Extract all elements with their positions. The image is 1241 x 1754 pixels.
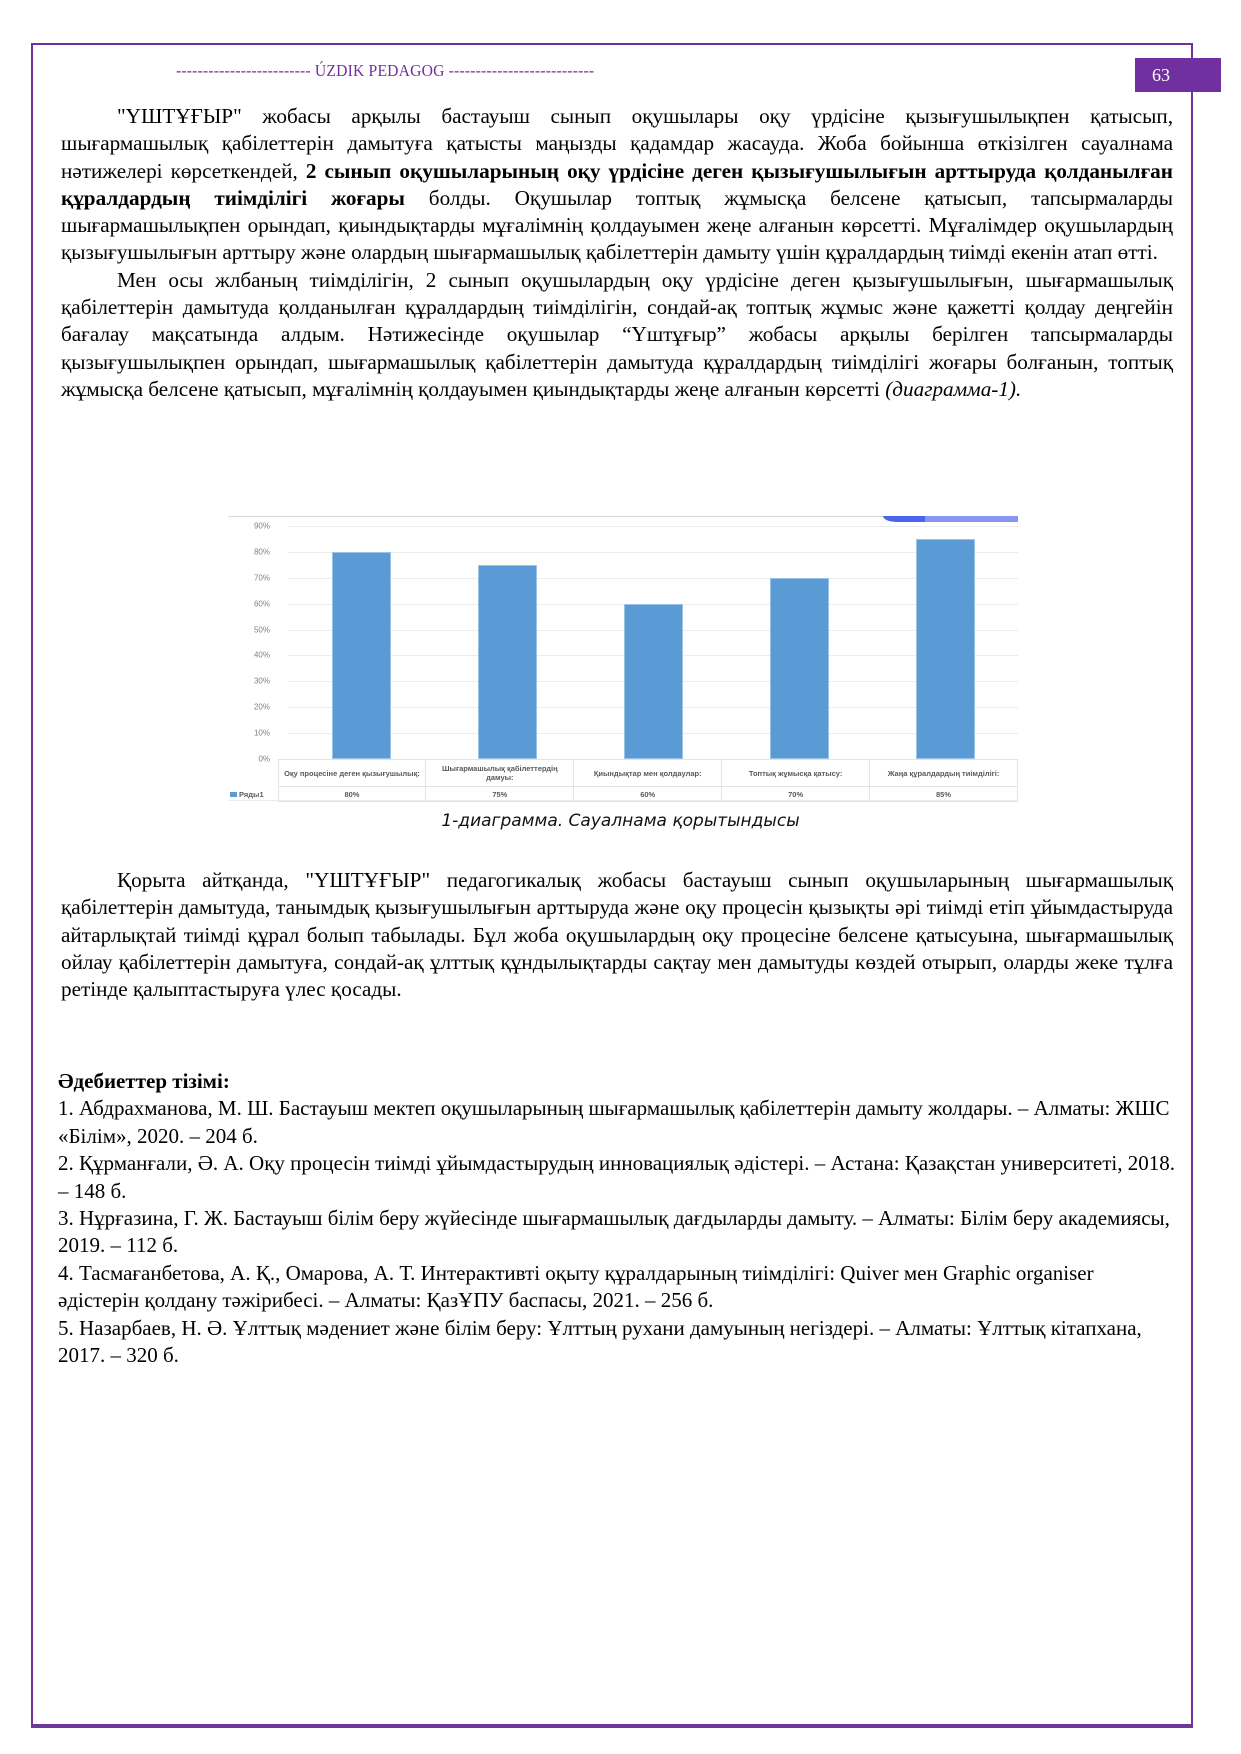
article-body-conclusion bbox=[61, 867, 1173, 1003]
value-label: 70% bbox=[722, 787, 870, 802]
bar bbox=[332, 552, 391, 759]
reference-item: 4. Тасмағанбетова, А. Қ., Омарова, А. Т. Интерактивті оқыту құралдарының тиімділігі: Quiver мен Graphic organiser әдістерін қолдану тәжірибесі. – Алматы: ҚазҰПУ баспасы, 2021. – 256 б. bbox=[58, 1260, 1094, 1313]
figure-caption: 1-диаграмма. Сауалнама қорытындысы bbox=[441, 811, 800, 831]
paragraph-3: Қорыта айтқанда, "ҮШТҰҒЫР" педагогикалық жобасы бастауыш сынып оқушыларының шығармашылық қабілеттерін дамытуда, танымдық қызығушылығын арттыруда және оқу процесін қызықты әрі тиімді етіп ұйымдастыруда айтарлықтай тиімді құрал болып табылады. Бұл жоба оқушылардың оқу процесіне белсене қатысуына, шығармашылық ойлау қабілеттерін дамытуға, сондай-ақ ұлттық құндылықтарды сақтау мен дамытуды көздей отырып, оларды жеке тұлға ретінде қалыптастыруға үлес қосады. bbox=[61, 868, 1173, 1002]
y-axis-tick-label: 40% bbox=[253, 650, 270, 660]
category-label: Оқу процесіне деген қызығушылық: bbox=[278, 760, 426, 787]
y-axis-tick-label: 90% bbox=[253, 521, 270, 531]
legend-swatch-icon bbox=[230, 792, 237, 797]
paragraph-2-text: Мен осы жлбаның тиімділігін, 2 сынып оқушылардың оқу үрдісіне деген қызығушылығын, шығармашылық қабілеттерін дамытуда қолданылған құралдардың тиімділігін, сондай-ақ топтық жұмыс және қажетті қолдау деңгейін бағалау мақсатында алдым. Нәтижесінде оқушылар “Үштұғыр” жобасы арқылы берілген тапсырмаларды қызығушылықпен орындап, шығармашылық қабілеттерін дамытуда құралдардың тиімділігі жоғары болғанын, топтық жұмысқа белсене қатысып, мұғалімнің қолдауымен қиындықтарды жеңе алғанын көрсетті bbox=[61, 267, 1173, 401]
paragraph-1-text: "ҮШТҰҒЫР" жобасы арқылы бастауыш сынып оқушылары оқу үрдісіне қызығушылықпен қатысып, шығармашылық қабілеттерін дамытуға қатысты маңызды қадамдар жасауда. Жоба бойынша өткізілген сауалнама нәтижелері көрсеткендей, bbox=[61, 104, 1173, 183]
gridline bbox=[288, 578, 1018, 579]
reference-item: 1. Абдрахманова, М. Ш. Бастауыш мектеп оқушыларының шығармашылық қабілеттерін дамыту жолдары. – Алматы: ЖШС «Білім», 2020. – 204 б. bbox=[58, 1096, 1170, 1148]
category-label: Шығармашылық қабілеттердің дамуы: bbox=[426, 760, 574, 787]
category-label: Топтық жұмысқа қатысу: bbox=[722, 760, 870, 787]
gridline bbox=[288, 526, 1018, 527]
chart-category-row bbox=[228, 760, 1018, 787]
bar bbox=[478, 565, 537, 759]
y-axis-tick-label: 20% bbox=[253, 702, 270, 712]
paragraph-1-bold: 2 сынып оқушыларының оқу үрдісіне деген қызығушылығын арттыруда қолданылған құралдардың тиімділігі жоғары bbox=[61, 158, 1173, 210]
y-axis-tick-label: 30% bbox=[253, 676, 270, 686]
category-label: Жаңа құралдардың тиімділігі: bbox=[870, 760, 1018, 787]
journal-header: ------------------------- ÚZDIK PEDAGOG --------------------------- bbox=[176, 61, 595, 80]
value-label: 85% bbox=[870, 787, 1018, 802]
gridline bbox=[288, 552, 1018, 553]
reference-item: 3. Нұрғазина, Г. Ж. Бастауыш білім беру жүйесінде шығармашылық дағдыларды дамыту. – Алматы: Білім беру академиясы, 2019. – 112 б. bbox=[58, 1206, 1170, 1258]
y-axis-tick-label: 60% bbox=[253, 599, 270, 609]
bar bbox=[624, 604, 683, 759]
paragraph-1 bbox=[61, 103, 1173, 267]
paragraph-2 bbox=[61, 267, 1173, 403]
reference-item: 5. Назарбаев, Н. Ә. Ұлттық мәдениет және білім беру: Ұлттың рухани дамуының негіздері. – Алматы: Ұлттық кітапхана, 2017. – 320 б. bbox=[58, 1315, 1142, 1368]
y-axis-tick-label: 70% bbox=[253, 573, 270, 583]
y-axis-tick-label: 0% bbox=[258, 754, 270, 764]
diagram-reference: (диаграмма-1). bbox=[885, 376, 1022, 401]
bar-chart bbox=[228, 506, 1018, 802]
references-title: Әдебиеттер тізімі: bbox=[58, 1069, 230, 1093]
paragraph-1-text-end: болды. Оқушылар топтық жұмысқа белсене қатысып, тапсырмаларды шығармашылықпен орындап, қиындықтарды мұғалімнің қолдауымен жеңе алғанын көрсетті. Мұғалімдер оқушылардың қызығушылығын арттыру және олардың шығармашылық қабілеттерін дамыту үшін құралдардың тиімді екенін атап өтті. bbox=[61, 185, 1173, 265]
chart-data-table bbox=[228, 759, 1018, 802]
chart-decoration-light bbox=[925, 516, 1018, 522]
references-section bbox=[58, 1068, 1178, 1369]
chart-bottom-border bbox=[228, 800, 1018, 801]
bar bbox=[770, 578, 829, 759]
bar bbox=[916, 539, 975, 759]
reference-item: 2. Құрманғали, Ә. А. Оқу процесін тиімді ұйымдастырудың инновациялық әдістері. – Астана: Қазақстан университеті, 2018. – 148 б. bbox=[58, 1151, 1175, 1203]
y-axis-tick-label: 80% bbox=[253, 547, 270, 557]
legend-series-name: Ряды1 bbox=[239, 789, 264, 799]
article-body-top bbox=[61, 103, 1173, 403]
value-label: 80% bbox=[278, 787, 426, 802]
category-label: Қиындықтар мен қолдаулар: bbox=[574, 760, 722, 787]
chart-decoration-dark bbox=[883, 516, 925, 522]
page-number: 63 bbox=[1135, 58, 1221, 92]
y-axis-tick-label: 50% bbox=[253, 625, 270, 635]
value-label: 75% bbox=[426, 787, 574, 802]
value-label: 60% bbox=[574, 787, 722, 802]
y-axis-tick-label: 10% bbox=[253, 728, 270, 738]
chart-plot-area bbox=[253, 521, 1018, 764]
